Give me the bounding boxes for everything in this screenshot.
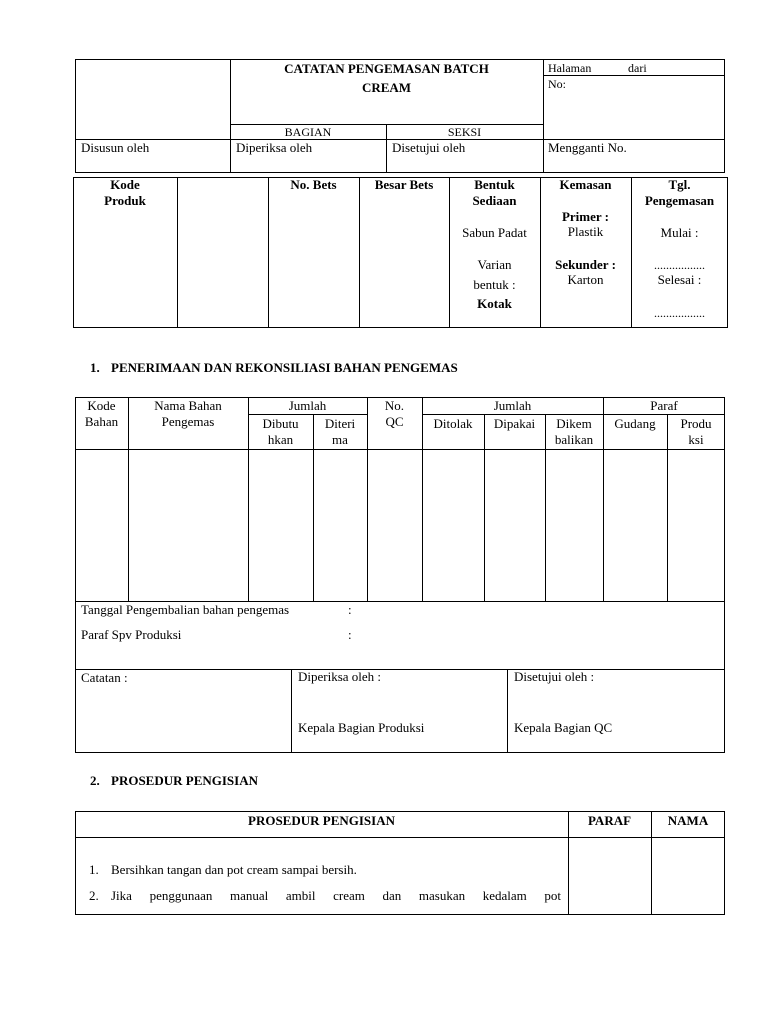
diperiksa-oleh-label: Diperiksa oleh — [236, 140, 313, 155]
bentuk-value: Sabun Padat — [462, 225, 527, 240]
procedure-step-number: 2. — [89, 888, 99, 903]
mulai-blank: ................. — [654, 258, 705, 272]
prosedur-header: PROSEDUR PENGISIAN — [248, 813, 395, 828]
procedure-row-divider — [75, 837, 725, 838]
procedure-step-number: 1. — [89, 862, 99, 877]
disetujui-oleh-label: Disetujui oleh : — [514, 669, 595, 684]
varian-value: Kotak — [477, 296, 512, 311]
bentuk-sediaan-header: Sediaan — [472, 193, 517, 208]
no-qc-header: No. — [384, 398, 405, 413]
selesai-blank: ................. — [654, 306, 705, 320]
disusun-oleh-label: Disusun oleh — [81, 140, 150, 155]
product-col-divider — [540, 177, 541, 328]
dipakai-header: Dipakai — [493, 416, 536, 431]
sekunder-value: Karton — [567, 272, 604, 287]
diperiksa-oleh-label: Diperiksa oleh : — [298, 669, 382, 684]
catatan-label: Catatan : — [81, 670, 128, 685]
section1-number: 1. — [90, 360, 100, 375]
kemasan-header: Kemasan — [559, 177, 612, 192]
tgl-pengemasan-header: Pengemasan — [644, 193, 715, 208]
nama-bahan-header: Nama Bahan — [154, 398, 222, 413]
dibutuhkan-header: Dibutu — [262, 416, 299, 431]
halaman-label: Halaman — [548, 61, 592, 75]
ditolak-header: Ditolak — [433, 416, 473, 431]
nama-bahan-header: Pengemas — [161, 414, 215, 429]
recon-row-divider — [75, 449, 725, 450]
nama-header: NAMA — [667, 813, 709, 828]
paraf-header: PARAF — [587, 813, 632, 828]
bentuk-sediaan-header: Bentuk — [474, 177, 515, 192]
selesai-label: Selesai : — [657, 272, 702, 287]
jumlah-header: Jumlah — [493, 398, 532, 413]
jumlah-header: Jumlah — [288, 398, 327, 413]
produksi-header: Produ — [680, 416, 712, 431]
document-number-label: No: — [548, 77, 566, 91]
mengganti-no-label: Mengganti No. — [548, 140, 627, 155]
kepala-bagian-qc: Kepala Bagian QC — [514, 720, 613, 735]
paraf-spv-label: Paraf Spv Produksi — [81, 627, 182, 642]
dikembalikan-header: Dikem — [556, 416, 592, 431]
tanggal-pengembalian-colon: : — [348, 602, 352, 617]
tgl-pengemasan-header: Tgl. — [668, 177, 691, 192]
varian-label: Varian — [477, 257, 512, 272]
recon-col-divider — [291, 669, 292, 753]
recon-row-divider — [75, 669, 725, 670]
section2-number: 2. — [90, 773, 100, 788]
product-col-divider — [177, 177, 178, 328]
product-col-divider — [268, 177, 269, 328]
kode-produk-header: Produk — [104, 193, 146, 208]
procedure-step-text: Bersihkan tangan dan pot cream sampai bersih. — [111, 862, 357, 877]
section2-title: PROSEDUR PENGISIAN — [111, 773, 258, 788]
reconciliation-table — [75, 397, 725, 753]
recon-col-divider — [484, 414, 485, 601]
document-title: CATATAN PENGEMASAN BATCH — [284, 61, 489, 76]
disetujui-oleh-label: Disetujui oleh — [392, 140, 466, 155]
document-title-product: CREAM — [361, 80, 412, 95]
product-col-divider — [359, 177, 360, 328]
tanggal-pengembalian-label: Tanggal Pengembalian bahan pengemas — [81, 602, 290, 617]
recon-row-divider — [422, 414, 725, 415]
kode-bahan-header: Kode — [87, 398, 116, 413]
paraf-spv-colon: : — [348, 627, 352, 642]
primer-label: Primer : — [561, 209, 610, 224]
header-divider — [543, 59, 544, 173]
produksi-header: ksi — [688, 432, 704, 447]
procedure-step-text: Jika penggunaan manual ambil cream dan masukan kedalam pot — [111, 888, 561, 903]
varian-label: bentuk : — [473, 277, 516, 292]
recon-col-divider — [507, 669, 508, 753]
mulai-label: Mulai : — [660, 225, 699, 240]
dari-label: dari — [628, 61, 647, 75]
section1-title: PENERIMAAN DAN REKONSILIASI BAHAN PENGEMAS — [111, 360, 458, 375]
bagian-label: BAGIAN — [284, 125, 332, 139]
kode-produk-header: Kode — [110, 177, 140, 192]
diterima-header: Diteri — [324, 416, 356, 431]
no-qc-header: QC — [385, 414, 404, 429]
kepala-bagian-produksi: Kepala Bagian Produksi — [298, 720, 425, 735]
primer-value: Plastik — [567, 224, 604, 239]
dibutuhkan-header: hkan — [267, 432, 294, 447]
no-bets-header: No. Bets — [290, 177, 337, 192]
kode-bahan-header: Bahan — [84, 414, 119, 429]
gudang-header: Gudang — [614, 416, 656, 431]
seksi-label: SEKSI — [447, 125, 482, 139]
dikembalikan-header: balikan — [554, 432, 594, 447]
recon-row-divider — [248, 414, 367, 415]
sekunder-label: Sekunder : — [555, 257, 616, 272]
besar-bets-header: Besar Bets — [374, 177, 434, 192]
diterima-header: ma — [332, 432, 348, 447]
paraf-header: Paraf — [650, 398, 678, 413]
